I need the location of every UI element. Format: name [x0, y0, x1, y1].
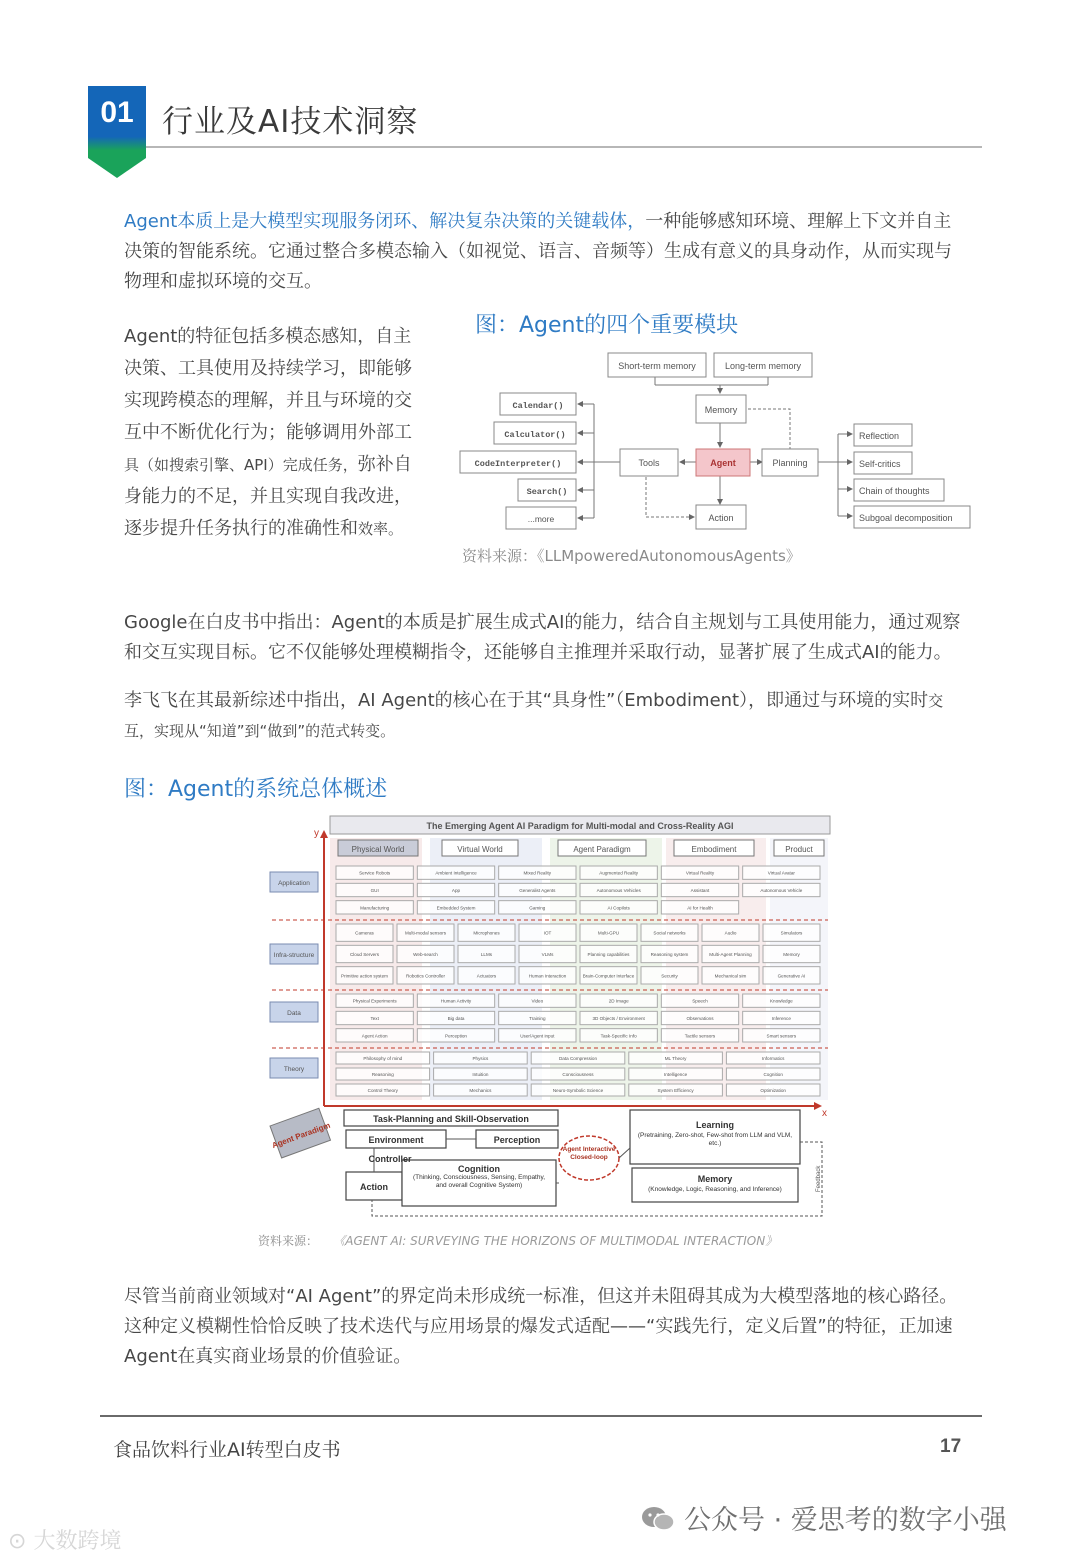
fig2-cell: Reasoning system [650, 952, 689, 957]
fig1-code-interpreter: CodeInterpreter() [474, 459, 562, 469]
fig2-cell: Microphones [473, 930, 500, 936]
fig2-column-label: Embodiment [691, 845, 737, 854]
features-part2: 具（如搜索引擎、API）完成任务， [124, 456, 358, 474]
intro-paragraph [124, 207, 964, 297]
fig2-paradigm-corner: Agent Paradigm [270, 1120, 332, 1151]
wechat-icon [640, 1505, 676, 1533]
fig2-cell: AI for Health [687, 905, 713, 911]
fig1-memory: Memory [704, 405, 738, 415]
features-part4: 效率。 [358, 520, 404, 538]
figure2-source-prefix: 资料来源： [258, 1234, 319, 1248]
features-part3: 弥补自身能力的不足，并且实现自我改进，逐步提升任务执行的准确性和 [124, 454, 412, 539]
fig2-cell: Informatics [761, 1056, 785, 1061]
fig2-cell: Generalist Agents [519, 888, 556, 893]
fig1-subgoal: Subgoal decomposition [859, 513, 953, 523]
page-number: 17 [940, 1436, 962, 1457]
fig2-cell: Optimization [760, 1088, 786, 1093]
fig2-cell: Assistant [690, 888, 710, 893]
wechat-watermark-text: 公众号 · 爱思考的数字小强 [684, 1505, 1007, 1536]
features-paragraph [124, 321, 426, 545]
fig2-memory: Memory [697, 1174, 733, 1184]
lifeifei-paragraph [124, 686, 964, 746]
fig1-reflection: Reflection [859, 431, 900, 441]
fig2-cell: Gaming [529, 905, 546, 911]
fig2-cell: Simulators [780, 930, 803, 936]
footer-doc-title: 食品饮料行业AI转型白皮书 [113, 1439, 341, 1461]
fig1-chain-of-thoughts: Chain of thoughts [859, 486, 930, 496]
fig2-cell: Multi-GPU [597, 930, 620, 936]
fig2-cell: Control Theory [367, 1088, 398, 1093]
fig2-cell: Manufacturing [360, 905, 390, 911]
fig2-cell: System Efficiency [657, 1088, 694, 1093]
fig1-calculator: Calculator() [504, 430, 566, 440]
fig2-cell: Social networks [653, 930, 686, 936]
fig2-cell: Human Interaction [528, 973, 567, 979]
fig2-cell: Training [529, 1016, 546, 1021]
fig2-cell: Cognition [763, 1072, 783, 1077]
fig2-cell: ML Theory [664, 1056, 687, 1061]
fig2-cell: LLMs [480, 952, 493, 957]
fig2-environment: Environment [368, 1135, 424, 1145]
fig2-cell: Agent Action [361, 1033, 388, 1039]
fig1-more: ...more [527, 514, 555, 524]
fig2-cell: Data Compression [558, 1056, 598, 1061]
section-title: 行业及AI技术洞察 [162, 104, 419, 140]
fig2-cell: GUI [370, 888, 379, 893]
fig2-cell: Video [531, 998, 544, 1004]
fig2-cell: Multi-Agent Planning [709, 952, 752, 957]
fig2-cell: Intelligence [663, 1072, 688, 1077]
fig2-banner: The Emerging Agent AI Paradigm for Multi-modal and Cross-Reality AGI [426, 821, 734, 831]
corner-watermark [8, 1524, 121, 1555]
fig2-cell: Actuators [476, 973, 497, 979]
fig2-cell: Embedded System [436, 905, 476, 911]
fig2-column-label: Product [785, 845, 813, 854]
fig2-cell: Knowledge [769, 998, 793, 1004]
fig2-cell: User/Agent input [520, 1033, 555, 1039]
fig2-cell: Mixed Reality [523, 870, 552, 876]
fig2-column-label: Physical World [351, 845, 405, 854]
fig2-cell: Physics [472, 1056, 489, 1061]
fig2-cell: Autonomous Vehicles [596, 888, 641, 893]
figure1-source: 资料来源：《LLMpoweredAutonomousAgents》 [462, 547, 801, 565]
wechat-watermark [640, 1498, 1007, 1537]
fig2-cell: Human Activity [440, 998, 472, 1004]
fig2-cell: VLMs [541, 952, 554, 957]
fig2-cell: Perception [445, 1033, 467, 1039]
lifeifei-text2: 交互，实现从“知道”到“做到”的范式转变。 [124, 692, 944, 740]
header-rule [146, 146, 982, 148]
fig1-calendar: Calendar() [512, 401, 564, 411]
fig2-cell: Task-Specific Info [600, 1033, 637, 1039]
figure2-diagram [262, 808, 838, 1228]
fig2-cell: Smart sensors [766, 1033, 797, 1039]
fig1-tools: Tools [638, 458, 660, 468]
corner-watermark-icon: ⊙ [8, 1529, 27, 1554]
fig1-long-term-memory: Long-term memory [724, 361, 802, 371]
figure1-title: 图：Agent的四个重要模块 [475, 313, 739, 338]
fig2-cell: App [451, 888, 461, 893]
fig2-cell: Service Robots [359, 870, 391, 876]
fig1-planning: Planning [772, 458, 808, 468]
fig2-loop: Agent Interactive Closed-loop [562, 1146, 616, 1161]
fig2-column-label: Virtual World [457, 845, 503, 854]
fig1-search: Search() [526, 487, 568, 497]
fig2-axis-y: y [314, 828, 319, 839]
fig2-cell: Primitive action system [341, 973, 388, 979]
fig2-cell: Ambient Intelligence [435, 870, 477, 876]
fig2-cell: IOT [543, 930, 552, 936]
figure1-diagram [456, 345, 978, 535]
fig2-cell: Multi-modal sensors [404, 930, 447, 936]
fig2-row-label: Theory [283, 1066, 305, 1073]
fig2-cognition: Cognition [458, 1164, 500, 1174]
fig2-cell: Security [661, 973, 678, 979]
fig2-cell: Intuition [472, 1072, 489, 1077]
fig2-action: Action [360, 1182, 388, 1192]
fig2-cognition-detail: (Thinking, Consciousness, Sensing, Empathy, and overall Cognitive System) [412, 1174, 546, 1189]
fig2-cell: Cloud Servers [349, 952, 380, 957]
fig2-cell: 3D Objects / Environment [592, 1016, 645, 1021]
corner-watermark-text: 大数跨境 [33, 1529, 122, 1554]
section-number: 01 [100, 96, 134, 129]
lifeifei-text1: 李飞飞在其最新综述中指出，AI Agent的核心在于其“具身性”（Embodiment），即通过与环境的实时 [124, 690, 929, 711]
fig2-cell: Reasoning [371, 1072, 394, 1077]
fig2-cell: Cameras [355, 930, 374, 936]
fig2-learning-detail: (Pretraining, Zero-shot, Few-shot from LLM and VLM, etc.) [637, 1132, 793, 1147]
fig2-cell: AI Copilots [607, 905, 630, 911]
fig2-cell: Web-search [413, 952, 438, 957]
fig2-cell: Inference [771, 1016, 791, 1021]
fig2-learning: Learning [695, 1120, 735, 1130]
footer-rule [100, 1415, 982, 1417]
fig2-memory-detail: (Knowledge, Logic, Reasoning, and Inference) [648, 1186, 782, 1193]
fig2-cell: Physical Experiments [352, 998, 397, 1004]
fig2-cell: Audio [724, 930, 737, 936]
fig2-row-label: Application [278, 880, 310, 887]
fig2-row-label: Infra-structure [273, 952, 315, 959]
fig2-cell: Neuro-Symbolic Science [552, 1088, 604, 1093]
fig2-cell: Memory [783, 952, 800, 957]
figure2-title: 图：Agent的系统总体概述 [124, 777, 388, 802]
figure2-source [258, 1232, 777, 1249]
fig2-cell: 2D Image [608, 998, 629, 1004]
fig2-cell: Augmented Reality [599, 870, 639, 876]
fig2-row-label: Data [287, 1010, 301, 1017]
intro-rest: 一种能够感知环境、理解上下文并自主决策的智能系统。它通过整合多模态输入（如视觉、语言、音频等）生成有意义的具身动作，从而实现与物理和虚拟环境的交互。 [124, 211, 952, 292]
fig2-cell: Robotics Controller [405, 973, 446, 979]
fig2-cell: Virtual Reality [685, 870, 715, 876]
fig2-cell: Autonomous Vehicle [760, 888, 803, 893]
fig1-self-critics: Self-critics [859, 459, 901, 469]
fig2-cell: Mechanics [469, 1088, 492, 1093]
features-part1: Agent的特征包括多模态感知，自主决策、工具使用及持续学习，即能够实现跨模态的理解，并且与环境的交互中不断优化行为；能够调用外部工 [124, 326, 412, 443]
fig2-task: Task-Planning and Skill-Observation [373, 1114, 529, 1124]
fig2-perception: Perception [493, 1135, 541, 1145]
conclusion-paragraph: 尽管当前商业领域对“AI Agent”的界定尚未形成统一标准，但这并未阻碍其成为大模型落地的核心路径。这种定义模糊性恰恰反映了技术迭代与应用场景的爆发式适配——“实践先行，定义后置”的特征，正加速Agent在真实商业场景的价值验证。 [124, 1286, 958, 1367]
fig1-action: Action [708, 513, 734, 523]
fig2-cell: Mechanical sim [714, 973, 747, 979]
fig2-feedback: Feedback [816, 1165, 822, 1192]
fig2-cell: Speech [692, 998, 708, 1004]
fig2-cell: Generative AI [777, 973, 806, 979]
fig2-axis-x: x [822, 1108, 827, 1119]
fig1-short-term-memory: Short-term memory [618, 361, 696, 371]
intro-highlight: Agent本质上是大模型实现服务闭环、解决复杂决策的关键载体， [124, 211, 646, 232]
fig2-cell: Text [370, 1016, 379, 1021]
google-paragraph: Google在白皮书中指出：Agent的本质是扩展生成式AI的能力，结合自主规划与工具使用能力，通过观察和交互实现目标。它不仅能够处理模糊指令，还能够自主推理并采取行动，显著扩展了生成式AI的能力。 [124, 612, 961, 663]
fig2-cell: Big data [447, 1016, 465, 1021]
fig2-column-label: Agent Paradigm [573, 845, 631, 854]
fig2-cell: Consciousness [562, 1072, 594, 1077]
fig2-cell: Virtual Avatar [767, 870, 795, 876]
fig2-cell: Tactile sensors [684, 1033, 716, 1039]
figure2-source-ref: 《AGENT AI: SURVEYING THE HORIZONS OF MULTIMODAL INTERACTION》 [333, 1234, 778, 1248]
fig2-cell: Planning capabilities [587, 952, 630, 957]
fig2-cell: Brain-Computer Interface [582, 973, 635, 979]
fig1-agent: Agent [710, 458, 736, 468]
fig2-cell: Philosophy of mind [363, 1056, 403, 1061]
fig2-cell: Observations [686, 1016, 714, 1021]
fig2-controller: Controller [368, 1154, 412, 1164]
